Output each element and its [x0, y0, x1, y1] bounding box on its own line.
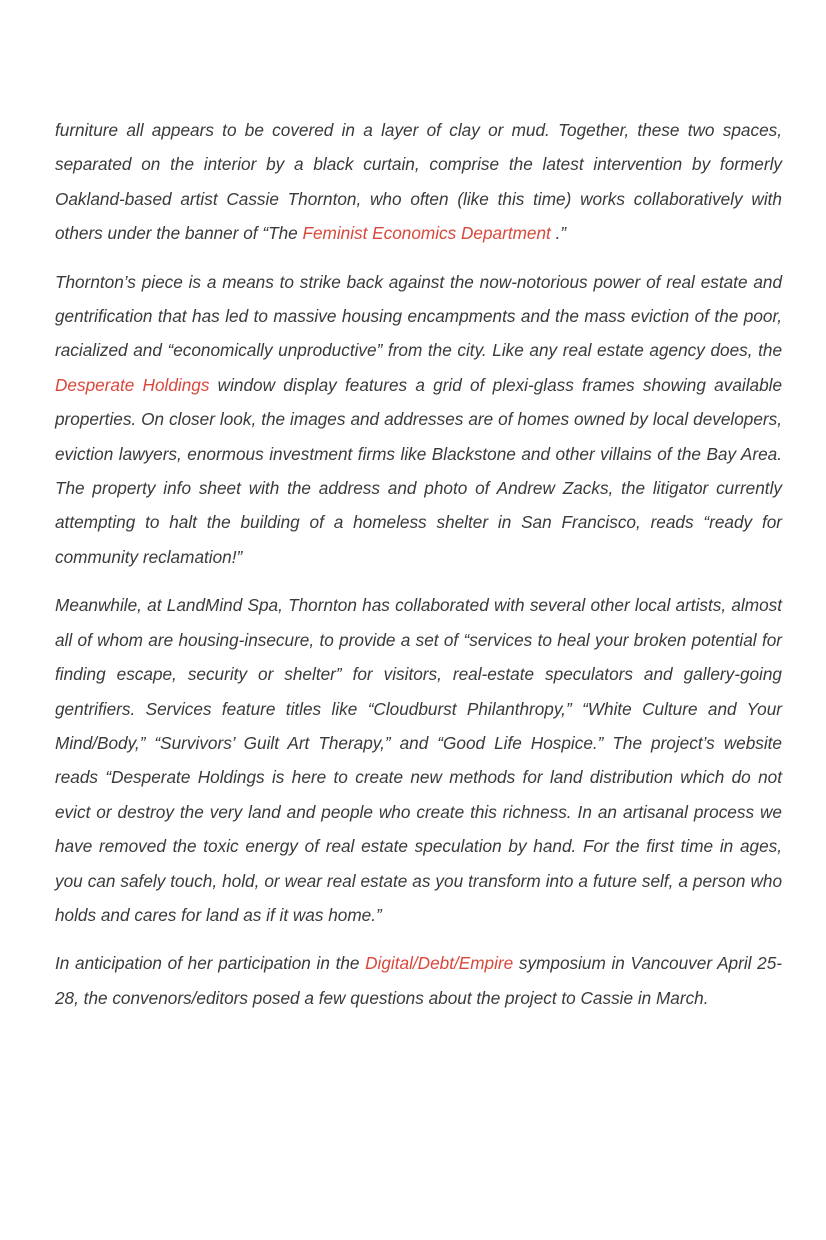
- paragraph-2-text-after: window display features a grid of plexi-glass frames showing available properties. On closer look, the images and addresses are of homes owned by local developers, eviction lawyers, enormous investment firms like Blackstone and other villains of the Bay Area. The property info sheet with the address and photo of Andrew Zacks, the litigator currently attempting to halt the building of a homeless shelter in San Francisco, reads “ready for community reclamation!”: [55, 374, 783, 567]
- paragraph-4: [55, 946, 782, 1015]
- paragraph-2-text-before: Thornton’s piece is a means to strike back against the now-notorious power of real estate and gentrification that has led to massive housing encampments and the mass eviction of the poor, racialized and “economically unproductive” from the city. Like any real estate agency does, the: [55, 271, 782, 361]
- paragraph-4-text-after: symposium in Vancouver April 25-28, the convenors/editors posed a few questions about the project to Cassie in March.: [55, 953, 782, 1008]
- paragraph-3: Meanwhile, at LandMind Spa, Thornton has collaborated with several other local artists, almost all of whom are housing-insecure, to provide a set of “services to heal your broken potential for finding escape, security or shelter” for visitors, real-estate speculators and gallery-going gentrifiers. Services feature titles like “Cloudburst Philanthropy,” “White Culture and Your Mind/Body,” “Survivors’ Guilt Art Therapy,” and “Good Life Hospice.” The project’s website reads “Desperate Holdings is here to create new methods for land distribution which do not evict or destroy the very land and people who create this richness. In an artisanal process we have removed the toxic energy of real estate speculation by hand. For the first time in ages, you can safely touch, hold, or wear real estate as you transform into a future self, a person who holds and cares for land as if it was home.”: [55, 595, 782, 925]
- article-body: [55, 113, 782, 1029]
- paragraph-2: [55, 265, 782, 575]
- desperate-holdings-link[interactable]: Desperate Holdings: [55, 374, 210, 395]
- feminist-economics-department-link[interactable]: Feminist Economics Department: [302, 223, 551, 244]
- paragraph-4-text-before: In anticipation of her participation in the: [55, 953, 366, 974]
- paragraph-1-text-after: .”: [550, 223, 567, 244]
- paragraph-1: [55, 113, 782, 251]
- digital-debt-empire-link[interactable]: Digital/Debt/Empire: [365, 953, 514, 974]
- paragraph-1-text-before: furniture all appears to be covered in a layer of clay or mud. Together, these two spaces, separated on the interior by a black curtain, comprise the latest intervention by formerly Oakland-based artist Cassie Thornton, who often (like this time) works collaboratively with others under the banner of “The: [55, 120, 782, 244]
